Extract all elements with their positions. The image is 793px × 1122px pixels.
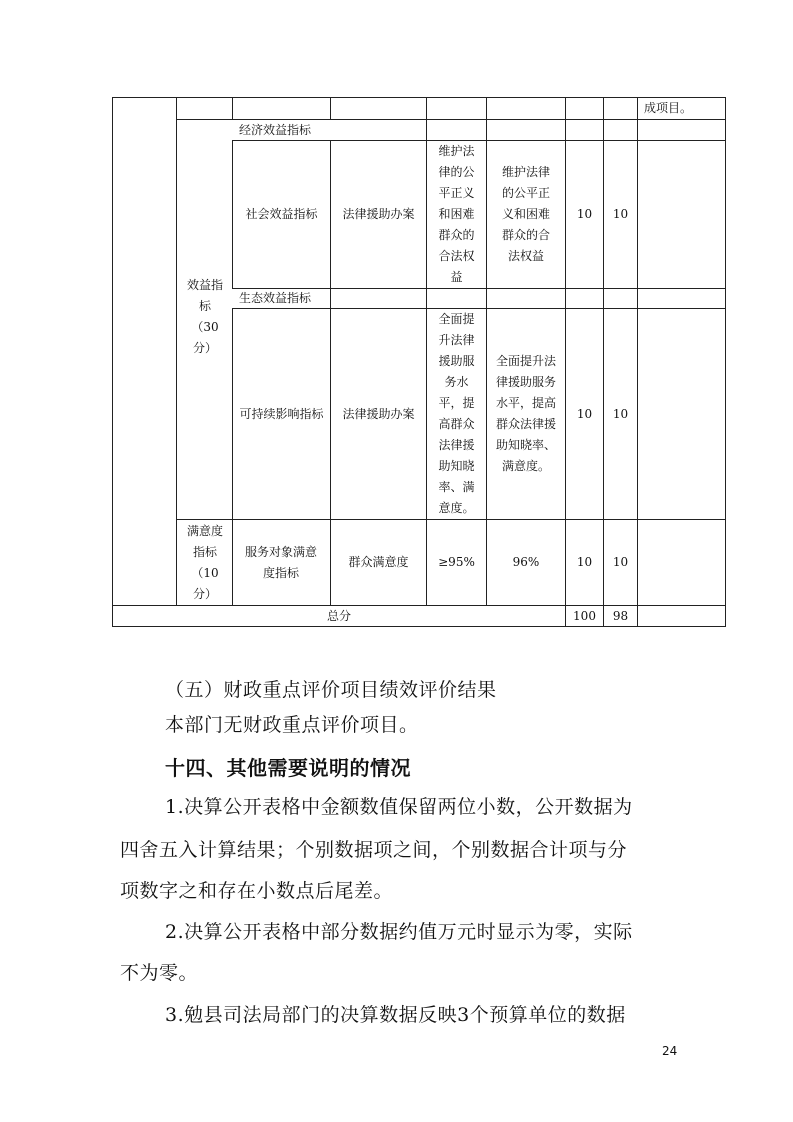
table-cell-row0-note: 成项目。 bbox=[644, 101, 693, 115]
para2-line2: 不为零。 bbox=[120, 962, 199, 984]
para2-line1: 2.决算公开表格中部分数据约值万元时显示为零，实际 bbox=[165, 921, 633, 943]
social-benefit-weight: 10 bbox=[576, 207, 593, 221]
social-benefit-label: 社会效益指标 bbox=[245, 207, 318, 221]
satisfaction-score: 10 bbox=[612, 555, 629, 569]
sustain-impact-actual: 全面提升法律援助服务水平，提高群众法律援助知晓率、满意度。 bbox=[495, 354, 556, 473]
para1-line1: 1.决算公开表格中金额数值保留两位小数，公开数据为 bbox=[165, 796, 633, 818]
total-label: 总分 bbox=[326, 608, 351, 623]
social-benefit-target: 维护法律的公平正义和困难群众的合法权益 bbox=[438, 144, 475, 284]
sustain-impact-item: 法律援助办案 bbox=[342, 406, 415, 421]
para1-line3: 项数字之和存在小数点后尾差。 bbox=[120, 880, 394, 902]
satisfaction-target: ≥95% bbox=[438, 555, 475, 569]
total-score: 98 bbox=[612, 608, 629, 623]
sustain-impact-label: 可持续影响指标 bbox=[239, 406, 324, 421]
section5-text: 本部门无财政重点评价项目。 bbox=[165, 714, 419, 736]
sustain-impact-weight: 10 bbox=[576, 406, 593, 421]
social-benefit-actual: 维护法律的公平正义和困难群众的合法权益 bbox=[501, 165, 550, 263]
section14-heading: 十四、其他需要说明的情况 bbox=[165, 756, 411, 780]
sustain-impact-target: 全面提升法律援助服务水平，提高群众法律援助知晓率、满意度。 bbox=[438, 312, 475, 515]
section5-heading: （五）财政重点评价项目绩效评价结果 bbox=[165, 679, 497, 701]
satisfaction-item: 群众满意度 bbox=[348, 555, 409, 569]
eco-benefit-label: 生态效益指标 bbox=[239, 291, 312, 305]
total-weight: 100 bbox=[573, 608, 596, 623]
sustain-impact-score: 10 bbox=[612, 406, 629, 421]
satisfaction-label: 服务对象满意度指标 bbox=[244, 544, 317, 580]
social-benefit-item: 法律援助办案 bbox=[342, 207, 415, 221]
satisfaction-weight: 10 bbox=[576, 555, 593, 569]
satisfaction-actual: 96% bbox=[512, 555, 540, 569]
para1-line2: 四舍五入计算结果；个别数据项之间，个别数据合计项与分 bbox=[120, 839, 628, 861]
econ-benefit-label: 经济效益指标 bbox=[239, 122, 312, 137]
social-benefit-score: 10 bbox=[612, 207, 629, 221]
page-number: 24 bbox=[662, 1044, 678, 1058]
para3-line1: 3.勉县司法局部门的决算数据反映3个预算单位的数据 bbox=[165, 1004, 626, 1026]
effect-indicator-group: 效益指标（30分） bbox=[186, 278, 223, 355]
satisfaction-group: 满意度指标（10分） bbox=[186, 523, 223, 601]
